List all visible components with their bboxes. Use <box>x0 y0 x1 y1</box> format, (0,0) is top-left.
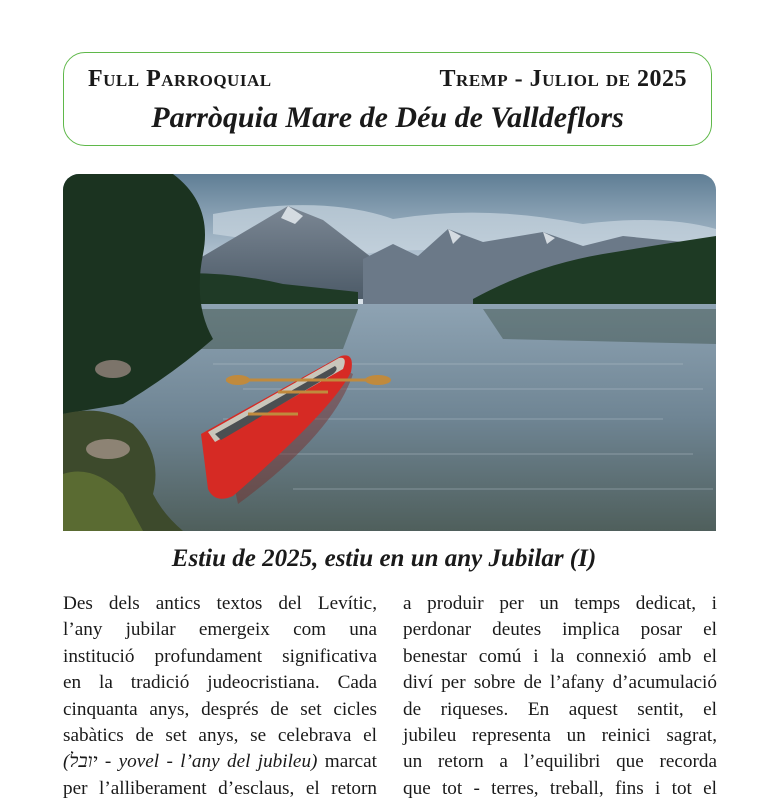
text-line-hebrew <box>63 749 377 775</box>
text-line: a produir per un temps dedicat, i <box>403 593 717 614</box>
article-title: Estiu de 2025, estiu en un any Jubilar (I) <box>171 545 597 572</box>
article-column-left <box>63 591 377 802</box>
text-line: cinquanta anys, després de set cicles <box>63 698 377 720</box>
text-line: que tot - terres, treball, fins i tot el <box>403 777 717 799</box>
text-line: diví per sobre de l’afany d’acumulació <box>403 672 717 694</box>
text-fragment: marcat <box>317 751 377 773</box>
lake-canoe-illustration <box>63 174 716 531</box>
text-line: un retorn a l’equilibri que recorda <box>403 751 717 773</box>
text-line: l’any jubilar emergeix com una <box>63 619 377 641</box>
text-line: per l’alliberament d’esclaus, el retorn <box>63 777 377 799</box>
article-column-right <box>403 591 717 802</box>
text-line: institució profundament significativa <box>63 645 377 667</box>
lake-canoe-photo <box>63 174 716 531</box>
text-line: Des dels antics textos del Levític, <box>63 593 377 614</box>
text-line: benestar comú i la connexió amb el <box>403 645 717 667</box>
text-line: en la tradició judeocristiana. Cada <box>63 672 377 694</box>
masthead <box>63 52 712 146</box>
publication-name: Full Parroquial <box>88 66 272 92</box>
parish-title: Parròquia Mare de Déu de Valldeflors <box>151 101 624 134</box>
text-line: jubileu representa un reinici sagrat, <box>403 725 717 747</box>
text-line: sabàtics de set anys, se celebrava el <box>63 725 377 747</box>
text-line: de riqueses. En aquest sentit, el <box>403 698 717 720</box>
text-line: perdonar deutes implica posar el <box>403 619 717 641</box>
masthead-top-row <box>88 67 687 91</box>
hebrew-term: (יובל - yovel - l’any del jubileu) <box>63 751 318 773</box>
issue-date: Tremp - Juliol de 2025 <box>439 66 687 92</box>
